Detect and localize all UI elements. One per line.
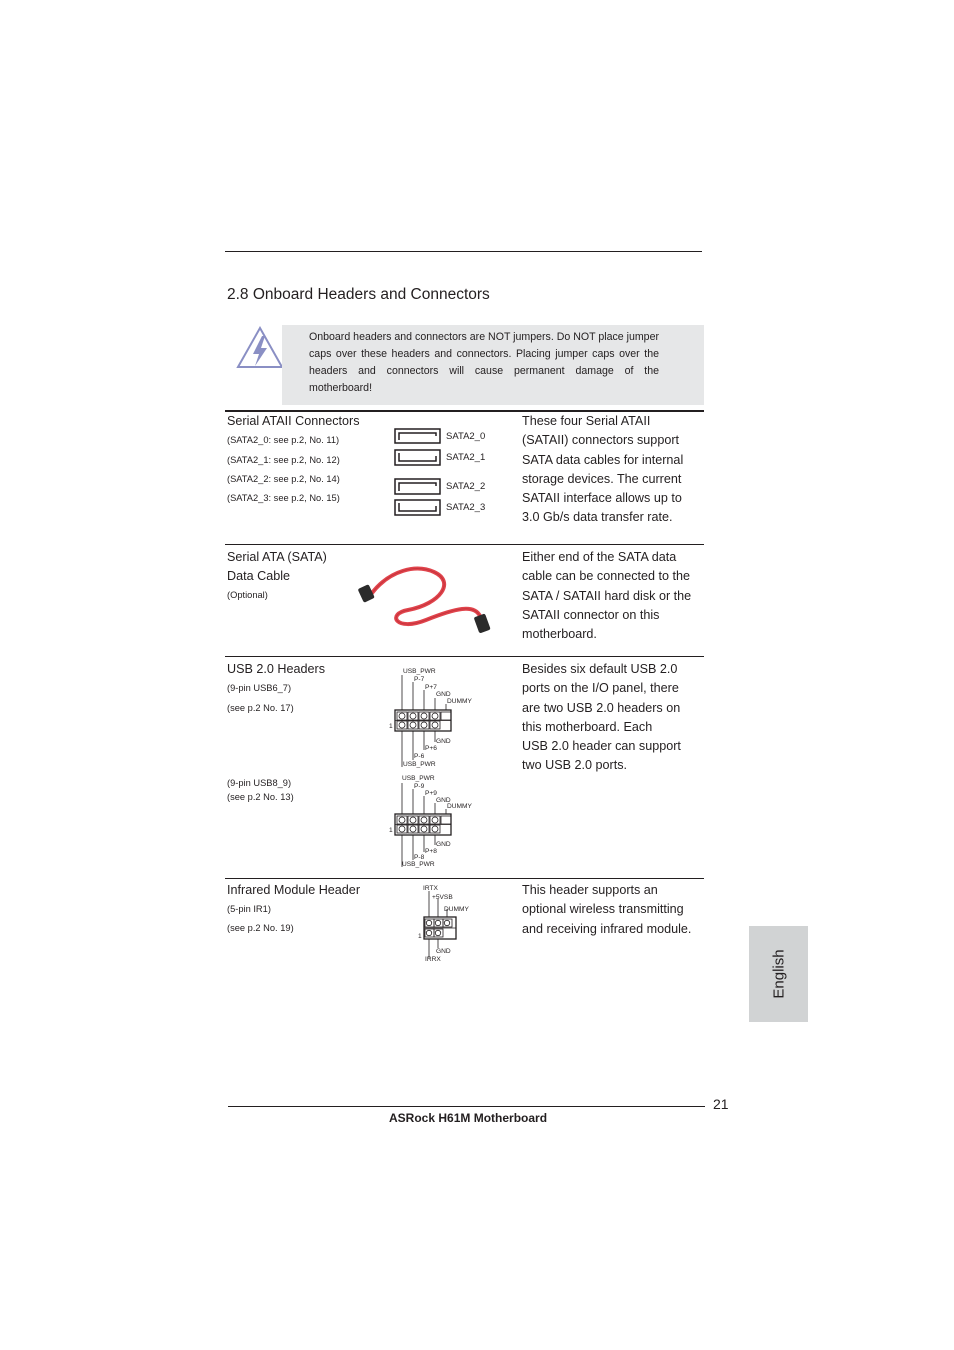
- usb2-label-dummy: DUMMY: [447, 803, 472, 810]
- usb2-label-gnd-top: GND: [436, 797, 451, 804]
- usb2-label-p+9: P+9: [425, 790, 437, 797]
- section-title: 2.8 Onboard Headers and Connectors: [227, 286, 490, 303]
- page-number: 21: [713, 1096, 729, 1112]
- usb1-pin1-marker: 1: [389, 723, 393, 730]
- top-rule: [225, 251, 702, 252]
- usb2-label-usbpwr-bottom: USB_PWR: [402, 861, 435, 868]
- usb1-label-gnd-top: GND: [436, 691, 451, 698]
- usb-headers-label: USB 2.0 Headers: [227, 662, 326, 676]
- sata-ref-2: (SATA2_2: see p.2, No. 14): [227, 474, 340, 484]
- usb1-label-p-6: P-6: [414, 753, 425, 760]
- row-divider-2: [225, 656, 704, 657]
- sata-port-label-1: SATA2_1: [446, 452, 486, 463]
- row-divider-3: [225, 878, 704, 879]
- sata-cable-description: Either end of the SATA data cable can be connected to the SATA / SATAII hard disk or the SATAII connector on this motherboard.: [522, 550, 692, 642]
- language-side-tab: [749, 926, 808, 1022]
- usb-header2-diagram: [388, 772, 478, 870]
- usb-header1-ref: (see p.2 No. 17): [227, 703, 294, 713]
- infrared-name: (5-pin IR1): [227, 904, 271, 914]
- usb1-label-p-7: P-7: [414, 676, 425, 683]
- sata-ref-1: (SATA2_1: see p.2, No. 12): [227, 455, 340, 465]
- ir-label-dummy: DUMMY: [444, 906, 469, 913]
- usb-header1-name: (9-pin USB6_7): [227, 683, 292, 693]
- usb2-label-p-9: P-9: [414, 783, 425, 790]
- usb1-label-usbpwr-bottom: USB_PWR: [403, 761, 436, 768]
- usb2-label-gnd-bottom: GND: [436, 841, 451, 848]
- usb1-label-gnd-bottom: GND: [436, 738, 451, 745]
- warning-icon: [236, 326, 284, 370]
- sata-port-diagram: [392, 427, 444, 519]
- usb1-label-dummy: DUMMY: [447, 698, 472, 705]
- infrared-ref: (see p.2 No. 19): [227, 923, 294, 933]
- footer-text: ASRock H61M Motherboard: [389, 1111, 548, 1125]
- sata-port-label-2: SATA2_2: [446, 481, 486, 492]
- usb1-label-p+6: P+6: [425, 745, 437, 752]
- sata-cable-note: (Optional): [227, 590, 268, 600]
- usb1-label-usbpwr-top: USB_PWR: [403, 668, 436, 675]
- usb-header2-ref: (see p.2 No. 13): [227, 792, 294, 802]
- usb-header2-name: (9-pin USB8_9): [227, 778, 292, 788]
- usb2-pin1-marker: 1: [389, 827, 393, 834]
- infrared-description: This header supports an optional wireless transmitting and receiving infrared module.: [522, 883, 692, 936]
- usb2-label-usbpwr-top: USB_PWR: [402, 775, 435, 782]
- infrared-diagram: [416, 882, 480, 964]
- usb-header1-diagram: [388, 664, 478, 770]
- row-divider-1: [225, 544, 704, 545]
- usb1-label-p+7: P+7: [425, 684, 437, 691]
- sata-cable-label: Serial ATA (SATA) Data Cable: [227, 550, 327, 584]
- ir-label-5vsb: +5VSB: [432, 894, 453, 901]
- warning-box: [282, 325, 704, 405]
- ir-pin1-marker: 1: [418, 933, 422, 940]
- sata-connectors-label: Serial ATAII Connectors: [227, 414, 360, 428]
- sata-port-label-0: SATA2_0: [446, 431, 486, 442]
- sata-connectors-description: These four Serial ATAII (SATAII) connectors support SATA data cables for internal storage devices. The current SATAII interface allows up to 3.0 Gb/s data transfer rate.: [522, 414, 684, 525]
- sata-port-label-3: SATA2_3: [446, 502, 486, 513]
- sata-cable-image: [356, 560, 496, 640]
- infrared-label: Infrared Module Header: [227, 883, 361, 897]
- usb-headers-description: Besides six default USB 2.0 ports on the I/O panel, there are two USB 2.0 headers on this motherboard. Each USB 2.0 header can support two USB 2.0 ports.: [522, 662, 681, 773]
- language-side-tab-label: English: [770, 949, 787, 999]
- sata-ref-0: (SATA2_0: see p.2, No. 11): [227, 435, 340, 445]
- footer-rule: [228, 1106, 705, 1107]
- sata-ref-3: (SATA2_3: see p.2, No. 15): [227, 493, 340, 503]
- usb2-label-p-8: P-8: [414, 854, 425, 861]
- ir-label-irtx: IRTX: [423, 885, 438, 892]
- ir-label-gnd: GND: [436, 948, 451, 955]
- warning-text: Onboard headers and connectors are NOT jumpers. Do NOT place jumper caps over these headers and connectors. Placing jumper caps over the headers and connectors will cause permanent damage of the motherboard!: [309, 331, 659, 394]
- usb2-label-p+8: P+8: [425, 848, 437, 855]
- ir-label-irrx: IRRX: [425, 956, 441, 963]
